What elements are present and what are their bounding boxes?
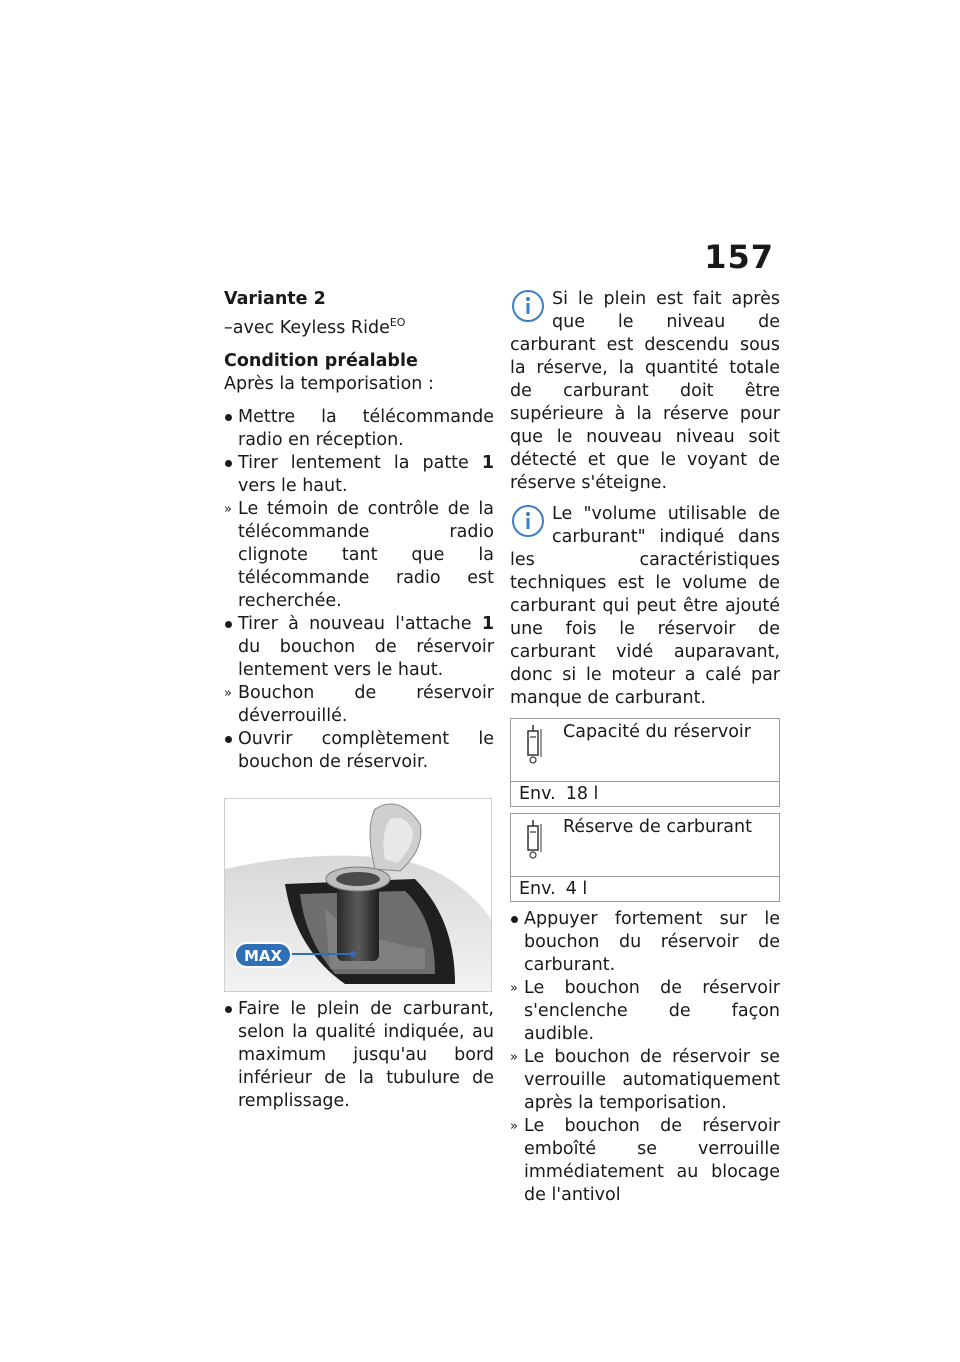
variant-superscript: EO	[389, 316, 406, 329]
left-column	[224, 288, 494, 1113]
result-text: Bouchon de réservoir déverrouillé.	[238, 683, 494, 726]
condition-title: Condition préalable	[224, 351, 418, 371]
step-text: Mettre la télécommande radio en réception.	[238, 407, 494, 450]
variant-title: Variante 2	[224, 289, 326, 309]
step-text: du bouchon de réservoir lentement vers le haut.	[238, 637, 494, 680]
note-text: Si le plein est fait après que le niveau de carburant est descendu sous la réserve, la quantité totale de carburant doit être supérieure à la réserve pour que le nouveau niveau soit détecté et que le voyant de réserve s'éteigne.	[510, 289, 780, 493]
spec-approx: Env.	[519, 879, 556, 899]
result-text: Le bouchon de réservoir emboîté se verrouille immédiatement au blocage de l'antivol	[524, 1116, 780, 1205]
fuel-filler-figure	[224, 798, 492, 992]
part-number: 1	[481, 614, 494, 634]
step-item	[224, 998, 494, 1113]
result-marker-icon: »	[510, 981, 518, 996]
step-text: Faire le plein de carburant, selon la qualité indiquée, au maximum jusqu'au bord inférieur de la tubulure de remplissage.	[238, 999, 494, 1111]
max-label: MAX	[243, 947, 283, 965]
step-item	[224, 613, 494, 682]
result-item	[510, 1115, 780, 1207]
left-steps	[224, 406, 494, 774]
fuel-tank-illustration	[225, 799, 491, 991]
spec-title: Capacité du réservoir	[563, 722, 751, 742]
spec-value: 18 l	[565, 784, 599, 804]
spec-approx: Env.	[519, 784, 556, 804]
variant-subtitle-text: –avec Keyless Ride	[224, 318, 390, 338]
part-number: 1	[481, 453, 494, 473]
info-icon	[510, 503, 546, 539]
result-item	[224, 682, 494, 728]
info-note	[510, 503, 780, 710]
result-marker-icon: »	[510, 1119, 518, 1134]
right-column	[510, 288, 780, 1207]
step-item	[224, 406, 494, 452]
step-item	[224, 452, 494, 498]
info-icon	[510, 288, 546, 324]
result-item	[510, 977, 780, 1046]
result-marker-icon: »	[224, 686, 232, 701]
fuel-pump-icon	[525, 725, 543, 765]
fuel-pump-icon	[525, 820, 543, 860]
page-number: 157	[704, 238, 774, 276]
info-note	[510, 288, 780, 495]
step-text: Tirer lentement la patte	[238, 453, 482, 473]
spec-tank-capacity	[510, 718, 780, 807]
variant-subtitle	[224, 311, 494, 340]
after-figure-steps	[224, 998, 494, 1113]
step-text: Tirer à nouveau l'attache	[238, 614, 482, 634]
step-text: Ouvrir complètement le bouchon de réservoir.	[238, 729, 494, 772]
spec-fuel-reserve	[510, 813, 780, 902]
spec-title: Réserve de carburant	[563, 817, 752, 837]
result-text: Le bouchon de réservoir se verrouille automatiquement après la temporisation.	[524, 1047, 780, 1113]
step-item	[224, 728, 494, 774]
spec-value: 4 l	[565, 879, 588, 899]
step-text: vers le haut.	[238, 476, 348, 496]
result-text: Le témoin de contrôle de la télécommande radio clignote tant que la télécommande radio est recherchée.	[238, 499, 494, 611]
result-text: Le bouchon de réservoir s'enclenche de façon audible.	[524, 978, 780, 1044]
result-item	[510, 1046, 780, 1115]
right-steps	[510, 908, 780, 1207]
result-marker-icon: »	[510, 1050, 518, 1065]
step-text: Appuyer fortement sur le bouchon du réservoir de carburant.	[524, 909, 780, 975]
step-item	[510, 908, 780, 977]
condition-text: Après la temporisation :	[224, 374, 434, 394]
result-item	[224, 498, 494, 613]
note-text: Le "volume utilisable de carburant" indiqué dans les caractéristiques techniques est le volume de carburant qui peut être ajouté une fois le réservoir de carburant vidé auparavant, donc si le moteur a calé par manque de carburant.	[510, 504, 780, 708]
result-marker-icon: »	[224, 502, 232, 517]
